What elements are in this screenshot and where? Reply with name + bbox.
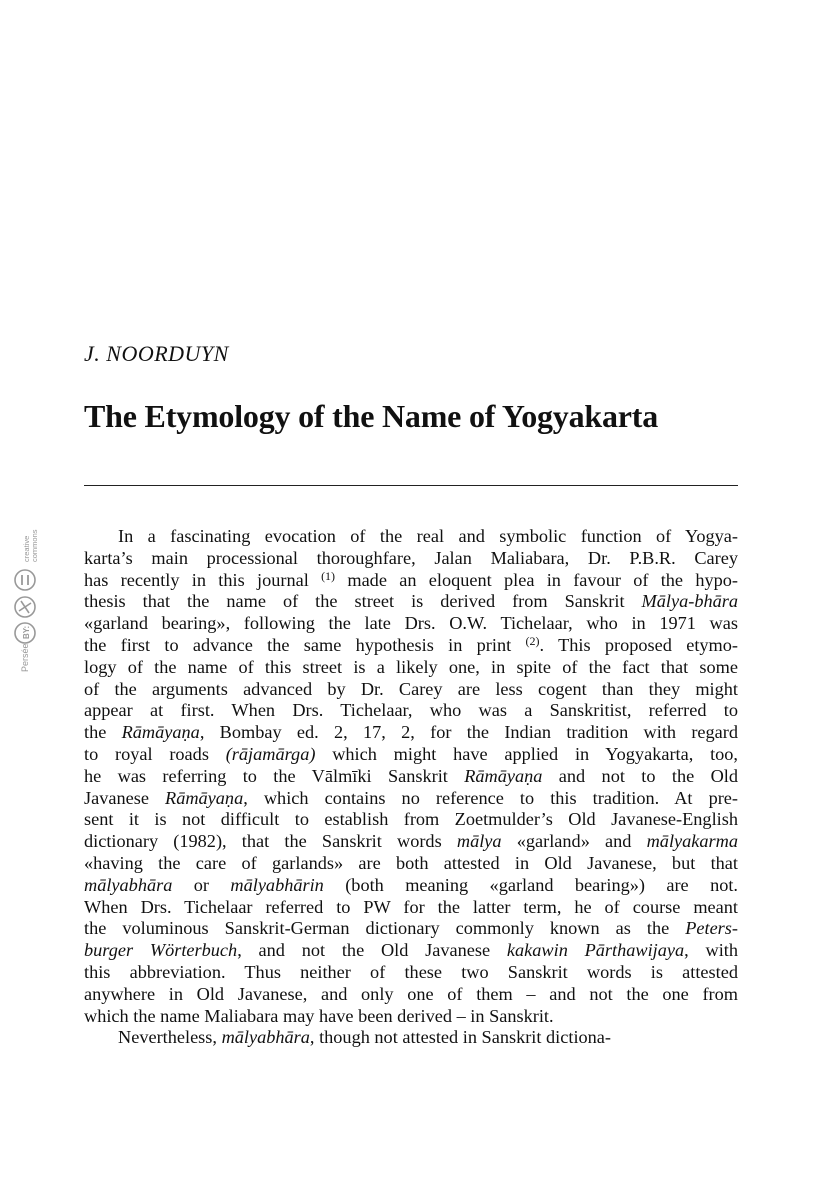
text-line <box>84 984 738 1006</box>
text-run: he was referring to the Vālmīki Sanskrit <box>84 765 465 786</box>
text-line <box>84 1006 738 1028</box>
italic-term: Rāmāyaṇa <box>464 765 543 786</box>
italic-term: mālyakarma <box>646 831 738 852</box>
italic-term: kakawin Pārthawijaya <box>506 940 685 961</box>
paragraph <box>84 1027 738 1049</box>
text-run: the <box>84 722 122 743</box>
text-line <box>84 788 738 810</box>
text-run: the voluminous Sanskrit-German dictionary commonly known as the <box>84 918 686 939</box>
text-run: and not to the Old <box>542 765 738 786</box>
text-run: When Drs. Tichelaar referred to PW for the latter term, he of course meant <box>84 896 738 917</box>
text-run: the first to advance the same hypothesis in print <box>84 634 526 655</box>
svg-text:creative: creative <box>22 535 31 562</box>
text-run: (both meaning «garland bearing») are not. <box>323 874 738 895</box>
text-line <box>84 635 738 657</box>
text-line <box>84 918 738 940</box>
cc-equal-icon <box>15 570 35 590</box>
text-line <box>84 613 738 635</box>
svg-text:commons: commons <box>30 529 39 562</box>
italic-term: Peters- <box>685 918 738 939</box>
text-run: , with <box>684 940 738 961</box>
text-run: , though not attested in Sanskrit dictiona- <box>309 1027 612 1048</box>
text-line <box>84 962 738 984</box>
text-run: which the name Maliabara may have been derived – in Sanskrit. <box>84 1005 554 1026</box>
text-line <box>84 853 738 875</box>
text-run: made an eloquent plea in favour of the hypo- <box>335 569 738 590</box>
text-run: In a fascinating evocation of the real and symbolic function of Yogya- <box>118 526 738 546</box>
article-title: The Etymology of the Name of Yogyakarta <box>84 398 659 434</box>
text-run: «garland bearing», following the late Drs. O.W. Tichelaar, who in 1971 was <box>84 613 738 634</box>
text-run: thesis that the name of the street is derived from Sanskrit <box>84 591 642 612</box>
footnote-ref: (2) <box>525 633 540 648</box>
svg-text:Persée: Persée <box>20 643 30 672</box>
text-line <box>84 700 738 722</box>
text-run: appear at first. When Drs. Tichelaar, who was a Sanskritist, referred to <box>84 700 738 721</box>
title-divider <box>84 485 738 486</box>
text-run: «garland» and <box>501 831 647 852</box>
text-line <box>84 875 738 897</box>
italic-term: Rāmāyaṇa <box>165 787 244 808</box>
text-line <box>84 548 738 570</box>
text-line <box>84 831 738 853</box>
text-line <box>84 1027 738 1049</box>
text-run: has recently in this journal <box>84 569 322 590</box>
italic-term: mālyabhārin <box>230 874 324 895</box>
italic-term: mālyabhāra <box>221 1027 310 1048</box>
text-run: . This proposed etymo- <box>539 634 738 655</box>
italic-term: (rājamārga) <box>225 743 316 764</box>
text-line <box>84 766 738 788</box>
text-run: dictionary (1982), that the Sanskrit words <box>84 831 457 852</box>
text-run: «having the care of garlands» are both attested in Old Javanese, but that <box>84 852 738 873</box>
creative-commons-badge <box>3 500 43 700</box>
text-line <box>84 591 738 613</box>
text-run: Nevertheless, <box>118 1027 222 1048</box>
italic-term: Mālya-bhāra <box>641 591 738 612</box>
text-run: to royal roads <box>84 743 226 764</box>
text-run: sent it is not difficult to establish from Zoetmulder’s Old Javanese-English <box>84 809 738 830</box>
italic-term: mālya <box>456 831 502 852</box>
text-line <box>84 744 738 766</box>
text-run: logy of the name of this street is a likely one, in spite of the fact that some <box>84 656 738 677</box>
text-run: which might have applied in Yogyakarta, too, <box>315 743 739 764</box>
text-run: of the arguments advanced by Dr. Carey are less cogent than they might <box>84 678 738 699</box>
text-run: , which contains no reference to this tradition. At pre- <box>243 787 738 808</box>
text-line <box>84 940 738 962</box>
footnote-ref: (1) <box>321 568 336 583</box>
text-run: this abbreviation. Thus neither of these two Sanskrit words is attested <box>84 961 738 982</box>
cc-by-icon <box>15 623 35 643</box>
text-run: , and not the Old Javanese <box>237 940 507 961</box>
text-run: Javanese <box>84 787 166 808</box>
creative-commons-label <box>22 529 39 562</box>
italic-term: burger Wörterbuch <box>84 940 238 961</box>
article-body <box>84 526 738 1049</box>
text-line <box>84 722 738 744</box>
author-name: J. NOORDUYN <box>84 341 229 366</box>
italic-term: mālyabhāra <box>84 874 173 895</box>
cc-share-icon <box>15 597 35 617</box>
text-run: or <box>172 874 231 895</box>
text-line <box>84 679 738 701</box>
paragraph <box>84 526 738 1027</box>
text-run: anywhere in Old Javanese, and only one of them – and not the one from <box>84 983 738 1004</box>
persee-label <box>20 643 30 672</box>
text-run: karta’s main processional thoroughfare, Jalan Maliabara, Dr. P.B.R. Carey <box>84 547 738 568</box>
text-line <box>84 657 738 679</box>
italic-term: Rāmāyaṇa <box>121 722 200 743</box>
text-line <box>84 897 738 919</box>
text-line <box>84 809 738 831</box>
text-run: , Bombay ed. 2, 17, 2, for the Indian tradition with regard <box>199 722 739 743</box>
svg-text:BY:: BY: <box>22 625 31 639</box>
text-line <box>84 526 738 548</box>
text-line <box>84 570 738 592</box>
